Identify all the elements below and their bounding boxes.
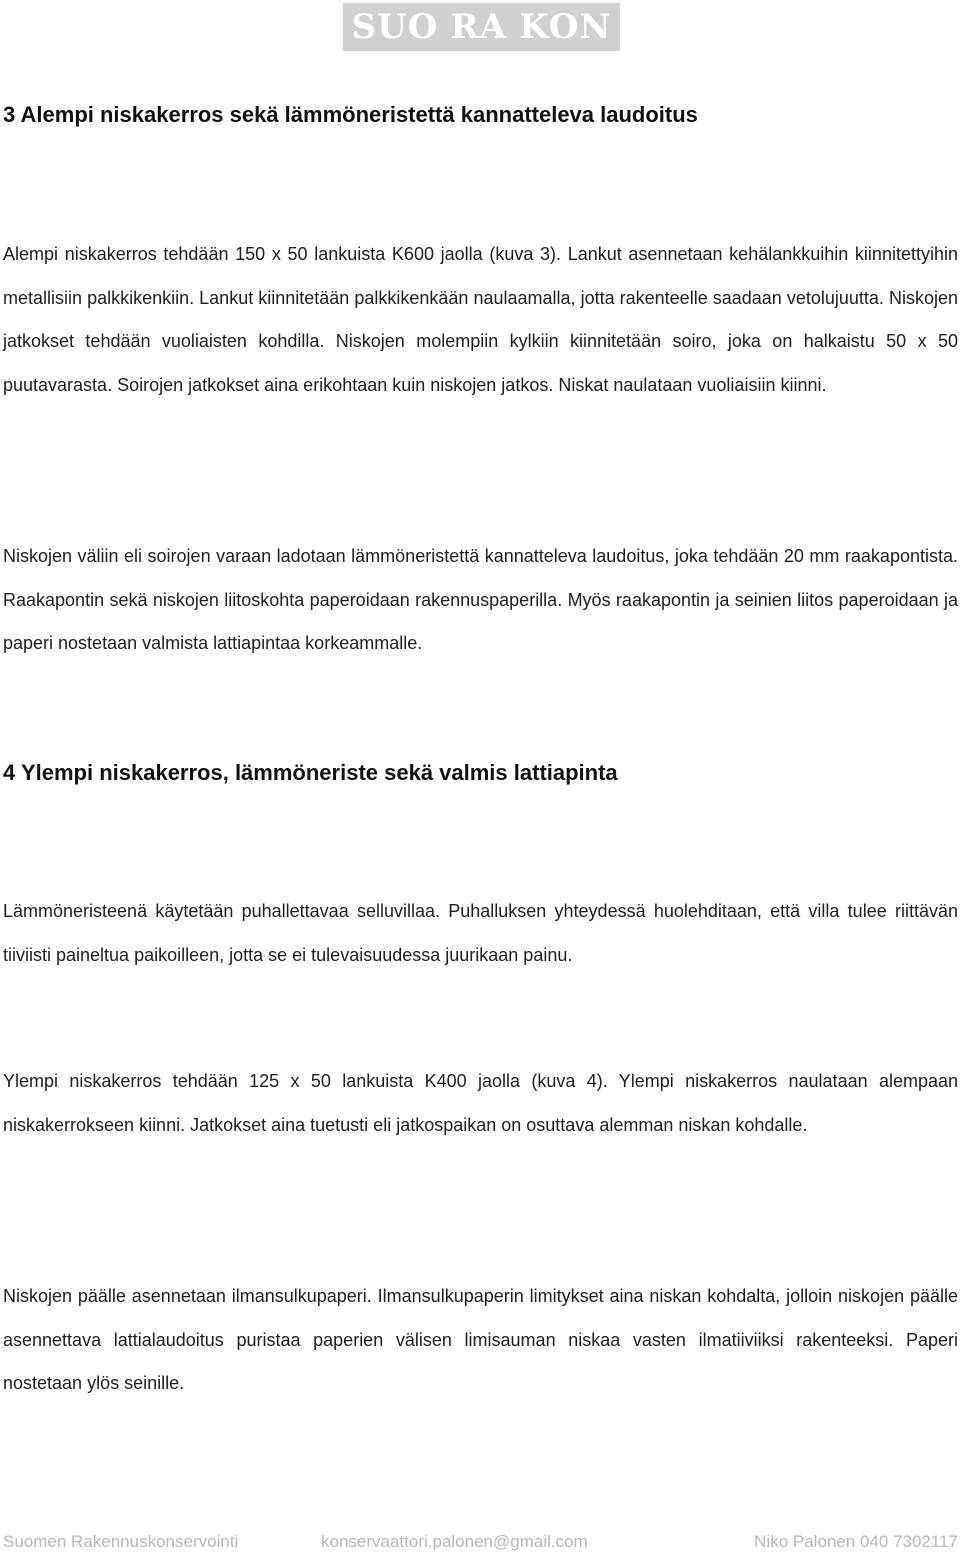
- logo-segment-1: SUO: [351, 7, 439, 47]
- section-3-paragraph-1: Alempi niskakerros tehdään 150 x 50 lankuista K600 jaolla (kuva 3). Lankut asennetaan kehälankkuihin kiinnitettyihin metallisiin palkkikenkiin. Lankut kiinnitetään palkkikenkään naulaamalla, jotta rakenteelle saadaan vetolujuutta. Niskojen jatkokset tehdään vuoliaisten kohdilla. Niskojen molempiin kylkiin kiinnitetään soiro, joka on halkaistu 50 x 50 puutavarasta. Soirojen jatkokset aina erikohtaan kuin niskojen jatkos. Niskat naulataan vuoliaisiin kiinni.: [3, 244, 958, 395]
- section-3-heading: 3 Alempi niskakerros sekä lämmöneristettä kannatteleva laudoitus: [3, 102, 698, 127]
- footer-email: konservaattori.palonen@gmail.com: [321, 1532, 588, 1551]
- footer-contact: Niko Palonen 040 7302117: [754, 1532, 958, 1551]
- section-4-heading: 4 Ylempi niskakerros, lämmöneriste sekä valmis lattiapinta: [3, 760, 618, 785]
- section-4-paragraph-2: Ylempi niskakerros tehdään 125 x 50 lankuista K400 jaolla (kuva 4). Ylempi niskakerros naulataan alempaan niskakerrokseen kiinni. Jatkokset aina tuetusti eli jatkospaikan on osuttava alemman niskan kohdalle.: [3, 1071, 958, 1135]
- logo-segment-2: RA: [450, 7, 508, 47]
- section-4-paragraph-3: Niskojen päälle asennetaan ilmansulkupaperi. Ilmansulkupaperin limitykset aina niskan kohdalta, jolloin niskojen päälle asennettava lattialaudoitus puristaa paperien välisen limisauman niskaa vasten ilmatiiviiksi rakenteeksi. Paperi nostetaan ylös seinille.: [3, 1286, 958, 1393]
- footer-company: Suomen Rakennuskonservointi: [3, 1532, 239, 1551]
- section-3-paragraph-2: Niskojen väliin eli soirojen varaan ladotaan lämmöneristettä kannatteleva laudoitus, joka tehdään 20 mm raakapontista. Raakapontin sekä niskojen liitoskohta paperoidaan rakennuspaperilla. Myös raakapontin ja seinien liitos paperoidaan ja paperi nostetaan valmista lattiapintaa korkeammalle.: [3, 546, 958, 653]
- page-footer: [3, 1532, 958, 1556]
- section-4-paragraph-1: Lämmöneristeenä käytetään puhallettavaa selluvillaa. Puhalluksen yhteydessä huolehditaan, että villa tulee riittävän tiiviisti paineltua paikoilleen, jotta se ei tulevaisuudessa juurikaan painu.: [3, 901, 958, 965]
- company-logo: [343, 3, 620, 51]
- logo-segment-3: KON: [519, 7, 612, 47]
